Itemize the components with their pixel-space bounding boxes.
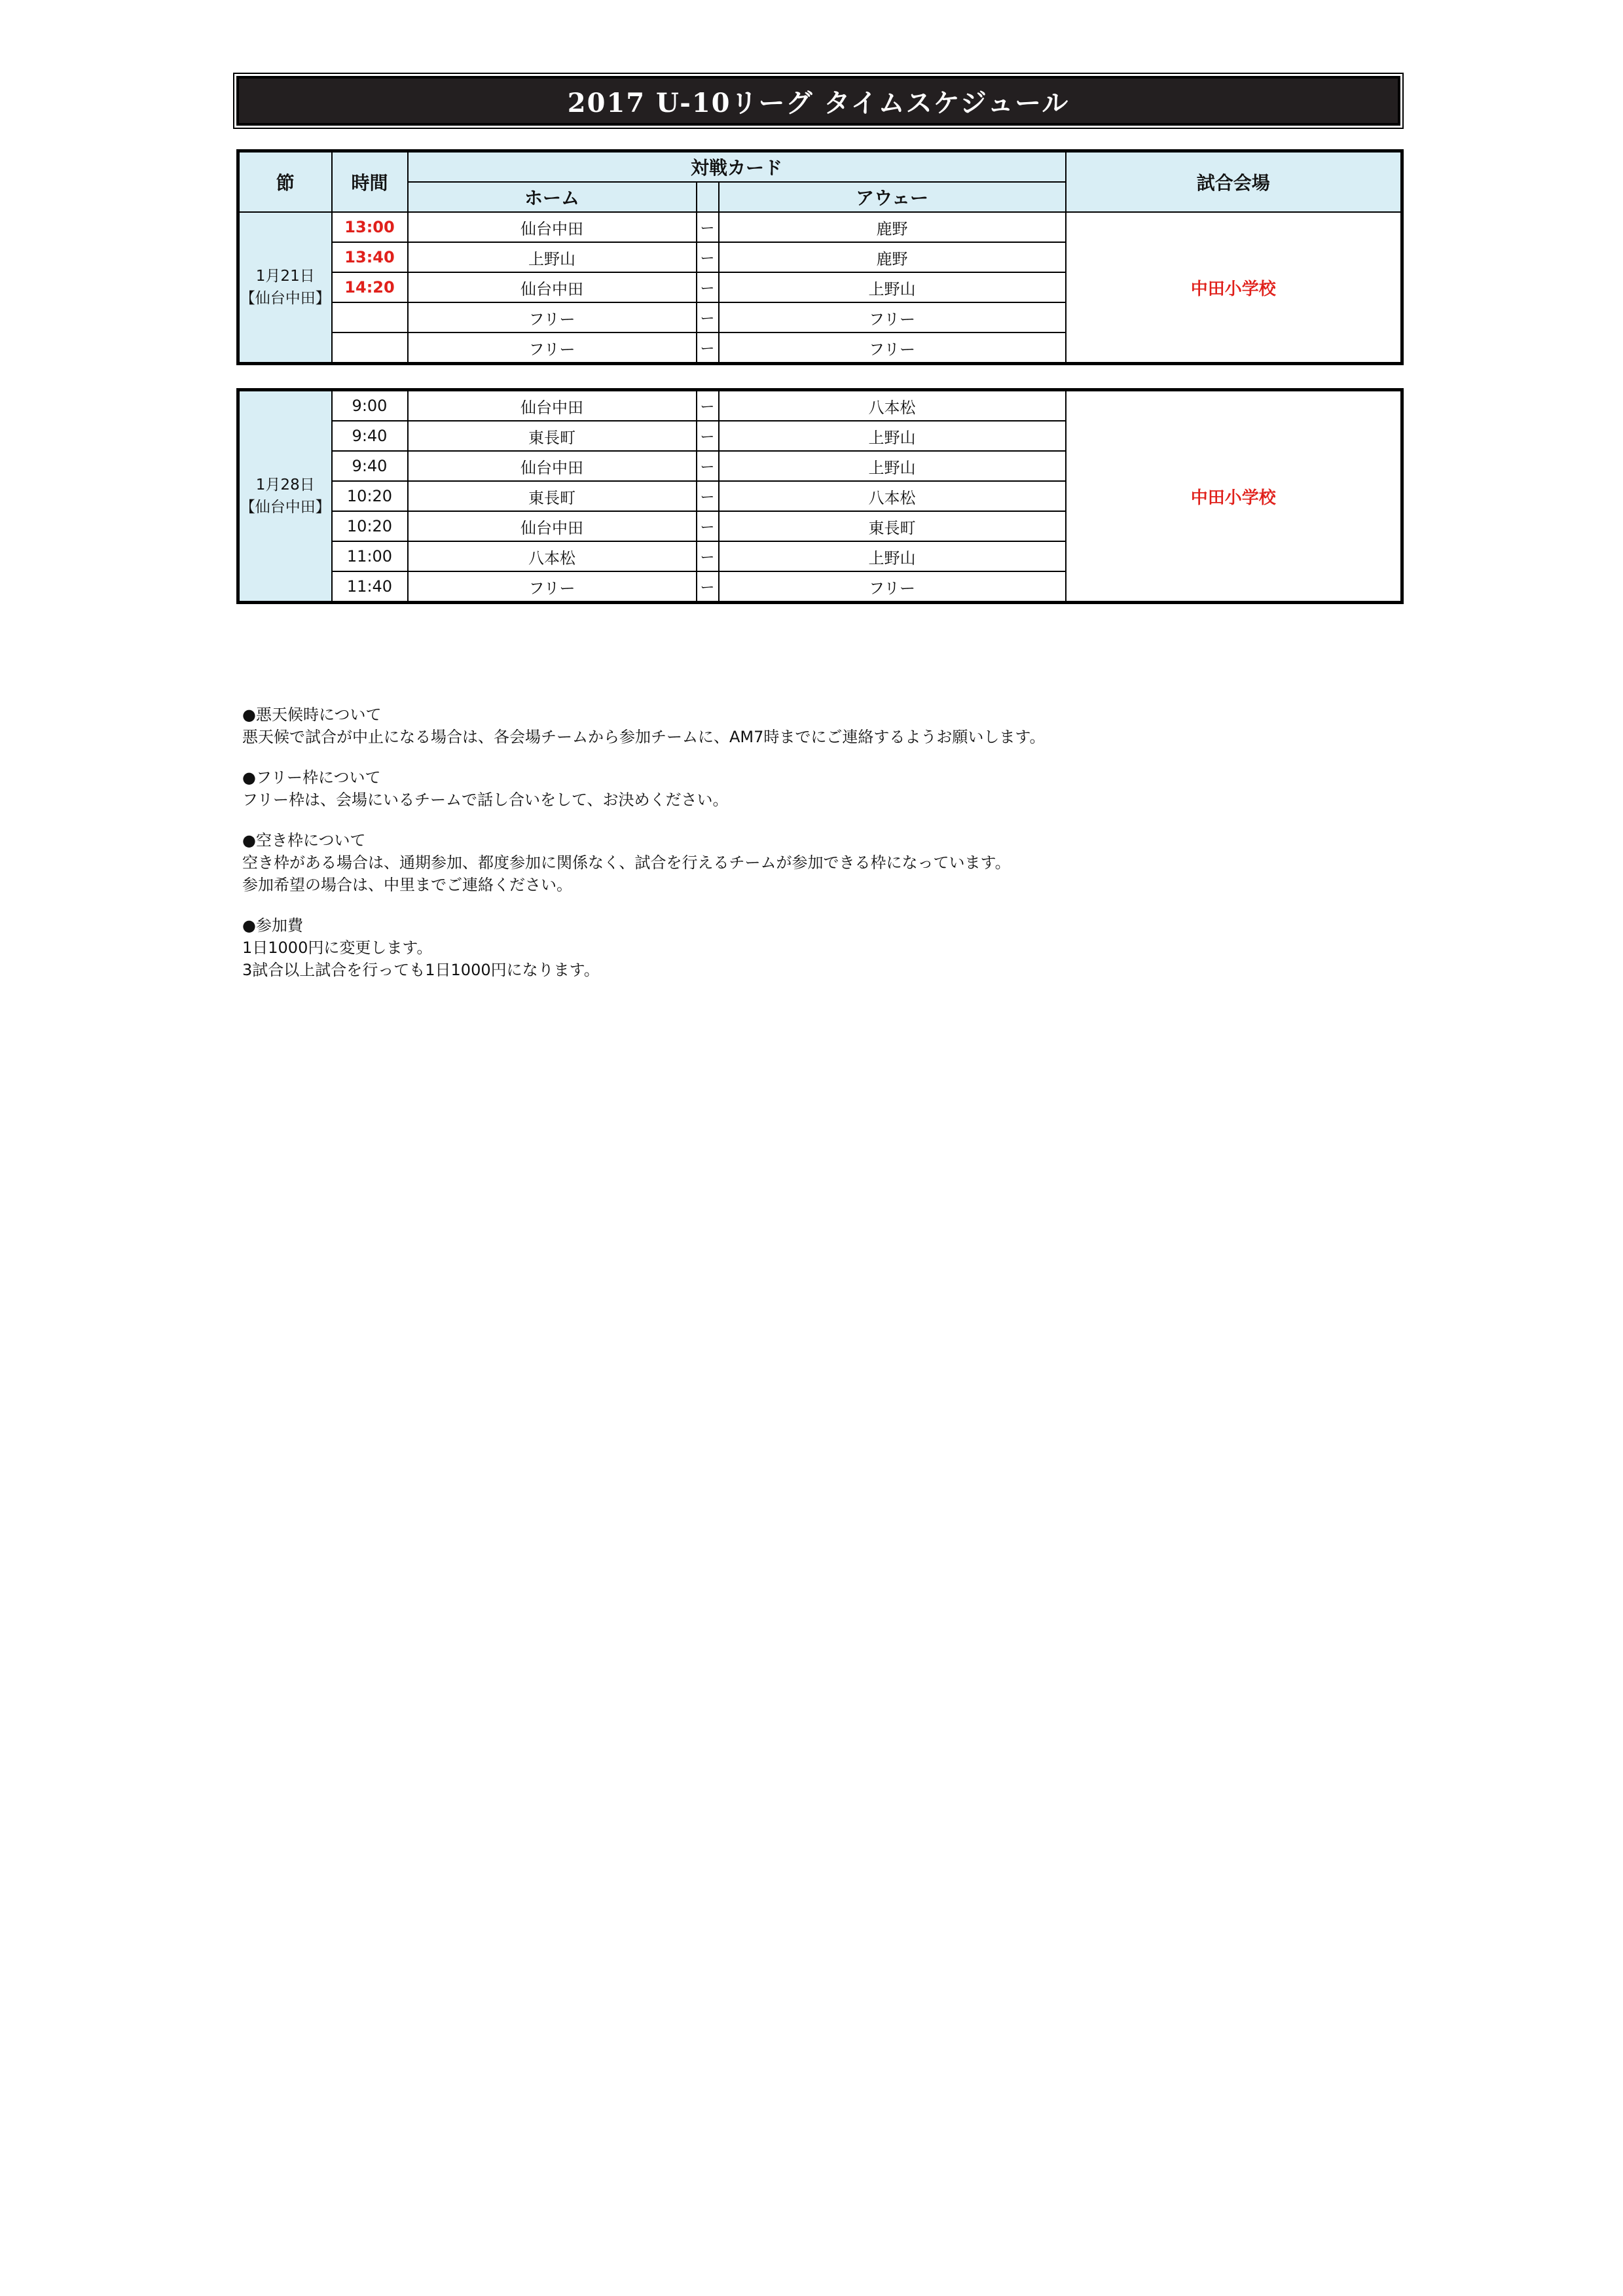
- vs-separator: ー: [697, 511, 719, 541]
- home-team: フリー: [408, 302, 697, 332]
- vs-separator: ー: [697, 302, 719, 332]
- note-heading: ●参加費: [242, 916, 303, 935]
- vs-separator: ー: [697, 242, 719, 272]
- home-team: フリー: [408, 571, 697, 603]
- header-away: アウェー: [719, 182, 1066, 212]
- round-place: 【仙台中田】: [240, 290, 331, 307]
- header-match: 対戦カード: [408, 151, 1066, 183]
- away-team: 上野山: [719, 541, 1066, 571]
- note-text: フリー枠は、会場にいるチームで話し合いをして、お決めください。: [242, 791, 729, 809]
- round-date: 1月28日: [255, 476, 315, 493]
- vs-separator: ー: [697, 332, 719, 364]
- away-team: 上野山: [719, 272, 1066, 302]
- note-text: 悪天候で試合が中止になる場合は、各会場チームから参加チームに、AM7時までにご連絡するようお願いします。: [242, 728, 1046, 746]
- schedule-table-day1: [236, 149, 1404, 365]
- header-home: ホーム: [408, 182, 697, 212]
- home-team: フリー: [408, 332, 697, 364]
- page-title: 2017 U-10リーグ タイムスケジュール: [236, 76, 1400, 126]
- round-cell: [238, 212, 332, 364]
- note-text: 参加希望の場合は、中里までご連絡ください。: [242, 876, 572, 894]
- vs-separator: ー: [697, 390, 719, 422]
- venue-name: 中田小学校: [1066, 212, 1402, 364]
- vs-separator: ー: [697, 212, 719, 242]
- match-time: 10:20: [332, 481, 408, 511]
- vs-separator: ー: [697, 571, 719, 603]
- away-team: 東長町: [719, 511, 1066, 541]
- note-free-slot: [242, 766, 1355, 811]
- note-fee: [242, 914, 1355, 981]
- vs-separator: ー: [697, 421, 719, 451]
- venue-name: 中田小学校: [1066, 390, 1402, 603]
- note-open-slot: [242, 829, 1355, 896]
- match-time: 14:20: [332, 272, 408, 302]
- away-team: 鹿野: [719, 212, 1066, 242]
- match-time: 13:40: [332, 242, 408, 272]
- away-team: 八本松: [719, 481, 1066, 511]
- home-team: 仙台中田: [408, 212, 697, 242]
- vs-separator: ー: [697, 272, 719, 302]
- away-team: フリー: [719, 571, 1066, 603]
- header-setsu: 節: [238, 151, 332, 213]
- note-weather: [242, 704, 1355, 748]
- match-time: [332, 302, 408, 332]
- vs-separator: ー: [697, 481, 719, 511]
- note-text: 1日1000円に変更します。: [242, 939, 433, 957]
- match-time: 9:40: [332, 421, 408, 451]
- table-row: [238, 390, 1402, 422]
- home-team: 仙台中田: [408, 390, 697, 422]
- notes-section: [242, 704, 1355, 999]
- home-team: 仙台中田: [408, 511, 697, 541]
- round-date: 1月21日: [255, 268, 315, 285]
- note-text: 3試合以上試合を行っても1日1000円になります。: [242, 961, 600, 979]
- round-place: 【仙台中田】: [240, 499, 331, 516]
- home-team: 東長町: [408, 421, 697, 451]
- header-sep: [697, 182, 719, 212]
- round-cell: [238, 390, 332, 603]
- match-time: 11:00: [332, 541, 408, 571]
- header-time: 時間: [332, 151, 408, 213]
- schedule-table-day2: [236, 388, 1404, 604]
- table-row: [238, 212, 1402, 242]
- away-team: 上野山: [719, 421, 1066, 451]
- home-team: 仙台中田: [408, 451, 697, 481]
- match-time: 13:00: [332, 212, 408, 242]
- away-team: 上野山: [719, 451, 1066, 481]
- note-heading: ●悪天候時について: [242, 706, 382, 724]
- note-text: 空き枠がある場合は、通期参加、都度参加に関係なく、試合を行えるチームが参加できる枠になっています。: [242, 853, 1011, 872]
- home-team: 八本松: [408, 541, 697, 571]
- note-heading: ●フリー枠について: [242, 768, 381, 787]
- home-team: 仙台中田: [408, 272, 697, 302]
- away-team: 八本松: [719, 390, 1066, 422]
- vs-separator: ー: [697, 541, 719, 571]
- note-heading: ●空き枠について: [242, 831, 366, 850]
- away-team: フリー: [719, 332, 1066, 364]
- away-team: 鹿野: [719, 242, 1066, 272]
- match-time: 10:20: [332, 511, 408, 541]
- away-team: フリー: [719, 302, 1066, 332]
- home-team: 上野山: [408, 242, 697, 272]
- vs-separator: ー: [697, 451, 719, 481]
- header-venue: 試合会場: [1066, 151, 1402, 213]
- match-time: 11:40: [332, 571, 408, 603]
- match-time: [332, 332, 408, 364]
- match-time: 9:40: [332, 451, 408, 481]
- match-time: 9:00: [332, 390, 408, 422]
- home-team: 東長町: [408, 481, 697, 511]
